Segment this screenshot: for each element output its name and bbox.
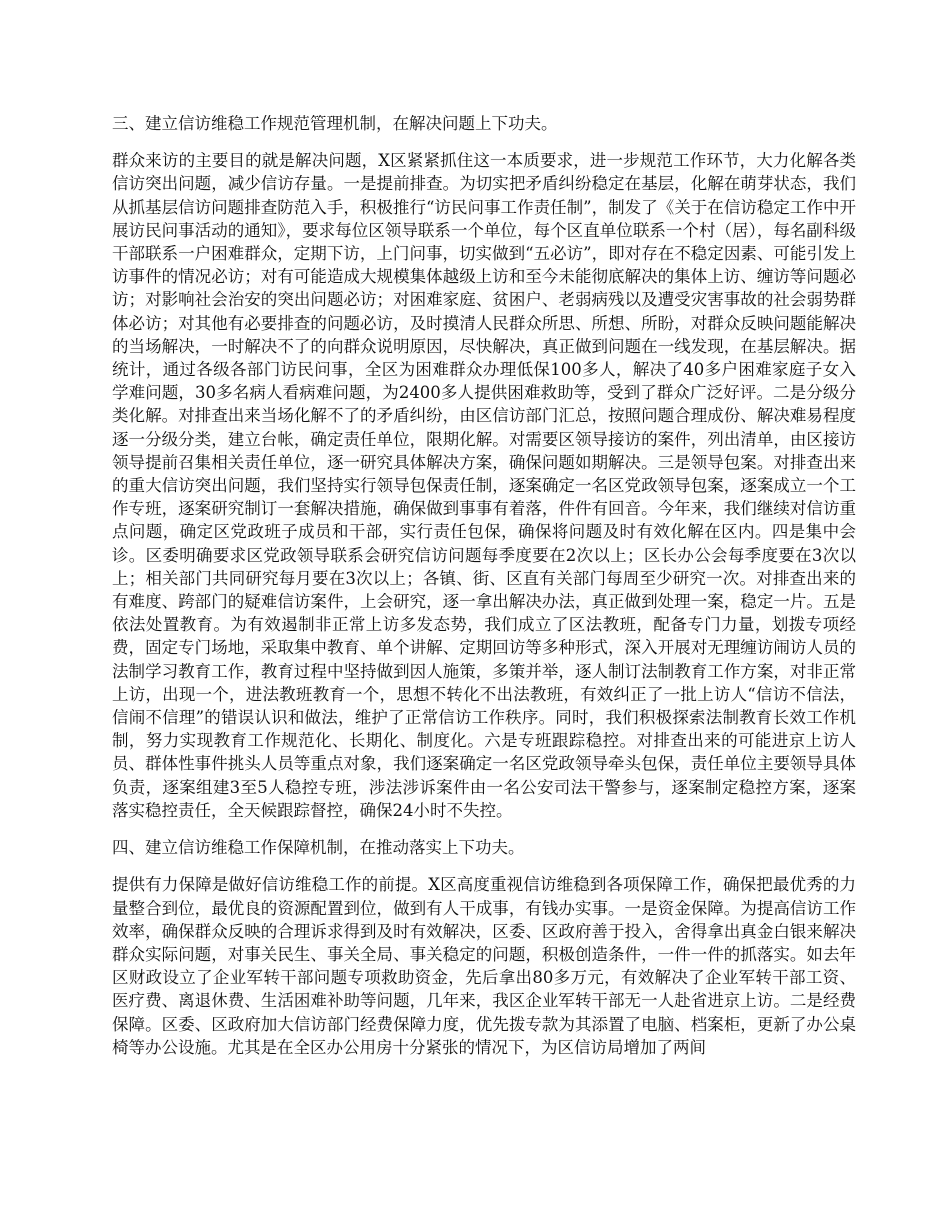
document-page: [112, 112, 856, 1073]
section-3-heading: 三、建立信访维稳工作规范管理机制，在解决问题上下功夫。: [112, 114, 558, 133]
section-4-body: 提供有力保障是做好信访维稳工作的前提。X区高度重视信访维稳到各项保障工作，确保把最优秀的力量整合到位，最优良的资源配置到位，做到有人干成事，有钱办实事。一是资金保障。为提高信访工作效率，确保群众反映的合理诉求得到及时有效解决，区委、区政府善于投入，舍得拿出真金白银来解决群众实际问题，对事关民生、事关全局、事关稳定的问题，积极创造条件，一件一件的抓落实。如去年区财政设立了企业军转干部问题专项救助资金，先后拿出80多万元，有效解决了企业军转干部工资、医疗费、离退休费、生活困难补助等问题，几年来，我区企业军转干部无一人赴省进京上访。二是经费保障。区委、区政府加大信访部门经费保障力度，优先拨专款为其添置了电脑、档案柜，更新了办公桌椅等办公设施。尤其是在全区办公用房十分紧张的情况下，为区信访局增加了两间: [112, 875, 856, 1057]
section-3-body: 群众来访的主要目的就是解决问题，X区紧紧抓住这一本质要求，进一步规范工作环节，大力化解各类信访突出问题，减少信访存量。一是提前排查。为切实把矛盾纠纷稳定在基层，化解在萌芽状态，我们从抓基层信访问题排查防范入手，积极推行“访民问事工作责任制”，制发了《关于在信访稳定工作中开展访民问事活动的通知》，要求每位区领导联系一个单位，每个区直单位联系一个村（居），每名副科级干部联系一户困难群众，定期下访，上门问事，切实做到“五必访”，即对存在不稳定因素、可能引发上访事件的情况必访；对有可能造成大规模集体越级上访和至今未能彻底解决的集体上访、缠访等问题必访；对影响社会治安的突出问题必访；对困难家庭、贫困户、老弱病残以及遭受灾害事故的社会弱势群体必访；对其他有必要排查的问题必访，及时摸清人民群众所思、所想、所盼，对群众反映问题能解决的当场解决，一时解决不了的向群众说明原因，尽快解决，真正做到问题在一线发现，在基层解决。据统计，通过各级各部门访民问事，全区为困难群众办理低保100多人，解决了40多户困难家庭子女入学难问题，30多名病人看病难问题，为2400多人提供困难救助等，受到了群众广泛好评。二是分级分类化解。对排查出来当场化解不了的矛盾纠纷，由区信访部门汇总，按照问题合理成份、解决难易程度逐一分级分类，建立台帐，确定责任单位，限期化解。对需要区领导接访的案件，列出清单，由区接访领导提前召集相关责任单位，逐一研究具体解决方案，确保问题如期解决。三是领导包案。对排查出来的重大信访突出问题，我们坚持实行领导包保责任制，逐案确定一名区党政领导包案，逐案成立一个工作专班，逐案研究制订一套解决措施，确保做到事事有着落，件件有回音。今年来，我们继续对信访重点问题，确定区党政班子成员和干部，实行责任包保，确保将问题及时有效化解在区内。四是集中会诊。区委明确要求区党政领导联系会研究信访问题每季度要在2次以上；区长办公会每季度要在3次以上；相关部门共同研究每月要在3次以上；各镇、街、区直有关部门每周至少研究一次。对排查出来的有难度、跨部门的疑难信访案件，上会研究，逐一拿出解决办法，真正做到处理一案，稳定一片。五是依法处置教育。为有效遏制非正常上访多发态势，我们成立了区法教班，配备专门力量，划拨专项经费，固定专门场地，采取集中教育、单个讲解、定期回访等多种形式，深入开展对无理缠访闹访人员的法制学习教育工作，教育过程中坚持做到因人施策，多策并举，逐人制订法制教育工作方案，对非正常上访，出现一个，进法教班教育一个，思想不转化不出法教班，有效纠正了一批上访人“信访不信法，信闹不信理”的错误认识和做法，维护了正常信访工作秩序。同时，我们积极探索法制教育长效工作机制，努力实现教育工作规范化、长期化、制度化。六是专班跟踪稳控。对排查出来的可能进京上访人员、群体性事件挑头人员等重点对象，我们逐案确定一名区党政领导牵头包保，责任单位主要领导具体负责，逐案组建3至5人稳控专班，涉法涉诉案件由一名公安司法干警参与，逐案制定稳控方案，逐案落实稳控责任，全天候跟踪督控，确保24小时不失控。: [112, 151, 856, 820]
section-4-heading: 四、建立信访维稳工作保障机制，在推动落实上下功夫。: [112, 838, 525, 858]
